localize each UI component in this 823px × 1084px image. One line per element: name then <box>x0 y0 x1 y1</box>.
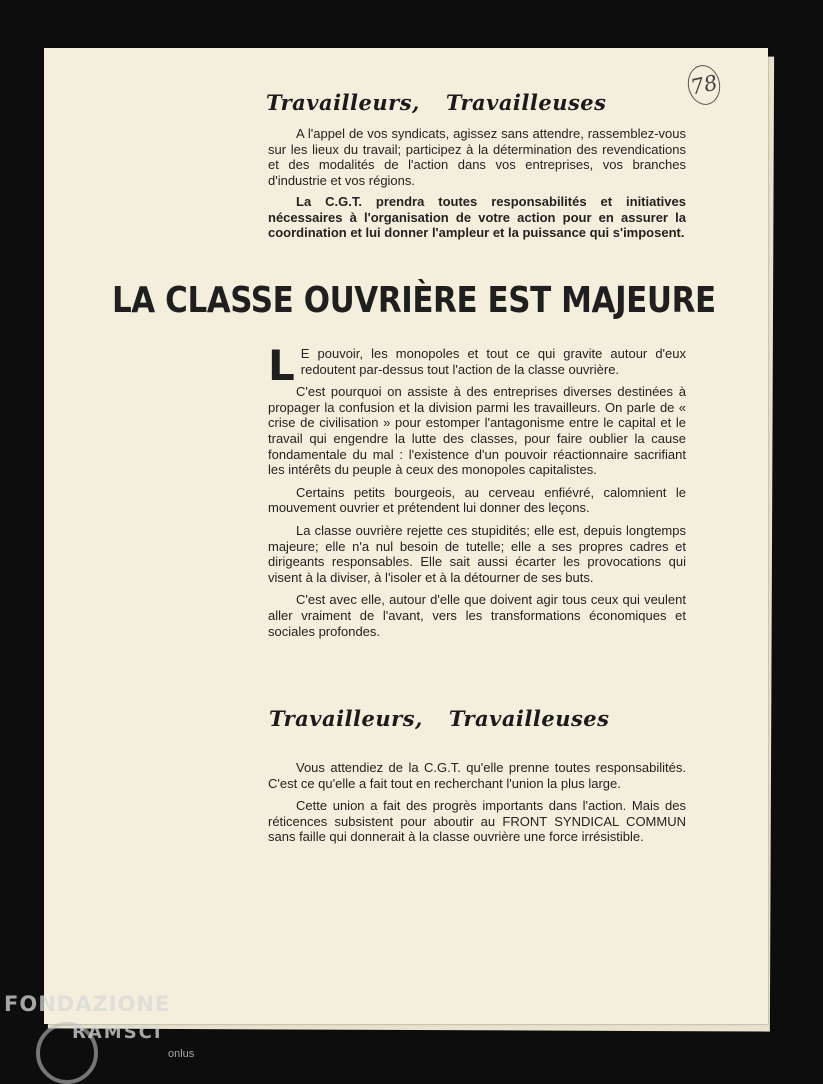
archive-number-annotation: 78 <box>684 62 724 108</box>
article-paragraph-3: Certains petits bourgeois, au cerveau enfiévré, calomnient le mouvement ouvrier et prétendent lui donner des leçons. <box>268 484 686 516</box>
heading-word-1: Travailleurs, <box>269 706 423 731</box>
main-title: LA CLASSE OUVRIÈRE EST MAJEURE <box>112 280 716 321</box>
heading-word-1: Travailleurs, <box>266 90 420 115</box>
section2-body <box>268 760 686 852</box>
article-paragraph-2: C'est pourquoi on assiste à des entreprises diverses destinées à propager la confusion et la division parmi les travailleurs. On parle de « crise de civilisation » pour estomper l'antagonisme entre le capital et le travail qui engendre la lutte des classes, pour faire oublier la cause fondamentale du mal : l'existence d'un pouvoir réactionnaire sacrifiant les intérêts du peuple à ceux des monopoles capitalistes. <box>268 384 686 478</box>
section1-heading <box>266 90 607 115</box>
section2-heading <box>269 706 610 731</box>
drop-cap: L <box>268 341 295 390</box>
fondazione-gramsci-watermark <box>4 992 195 1060</box>
article-paragraph-5: C'est avec elle, autour d'elle que doivent agir tous ceux qui veulent aller vraiment de l'avant, vers les transformations économiques et sociales profondes. <box>268 592 686 639</box>
section1-paragraph-1: A l'appel de vos syndicats, agissez sans attendre, rassemblez-vous sur les lieux du travail; participez à la détermination des revendications et des modalités de l'action dans vos entreprises, vos branches d'industrie et vos régions. <box>268 126 686 188</box>
article-body <box>268 341 686 646</box>
watermark-line-1: FONDAZIONE <box>4 992 171 1016</box>
article-paragraph-1 <box>268 341 686 390</box>
watermark-line-3: onlus <box>168 1048 195 1060</box>
section2-paragraph-1: Vous attendiez de la C.G.T. qu'elle prenne toutes responsabilités. C'est ce qu'elle a fait tout en recherchant l'union la plus large. <box>268 760 686 791</box>
heading-word-2: Travailleuses <box>448 706 610 731</box>
section1-paragraph-2: La C.G.T. prendra toutes responsabilités et initiatives nécessaires à l'organisation de votre action pour en assurer la coordination et lui donner l'ampleur et la puissance qui s'imposent. <box>268 194 686 241</box>
watermark-line-2: RAMSCI <box>72 1022 163 1043</box>
article-paragraph-1-text: E pouvoir, les monopoles et tout ce qui gravite autour d'eux redoutent par-dessus tout l'action de la classe ouvrière. <box>300 346 686 377</box>
section2-paragraph-2: Cette union a fait des progrès importants dans l'action. Mais des réticences subsistent pour aboutir au FRONT SYNDICAL COMMUN sans faille qui donnerait à la classe ouvrière une force irrésistible. <box>268 798 686 845</box>
document-page <box>44 48 768 1024</box>
heading-word-2: Travailleuses <box>445 90 607 115</box>
article-paragraph-4: La classe ouvrière rejette ces stupidités; elle est, depuis longtemps majeure; elle n'a nul besoin de tutelle; elle a ses propres cadres et dirigeants responsables. Elle sait aussi écarter les provocations qui visent à la diviser, à l'isoler et à la détourner de ses buts. <box>268 522 686 585</box>
